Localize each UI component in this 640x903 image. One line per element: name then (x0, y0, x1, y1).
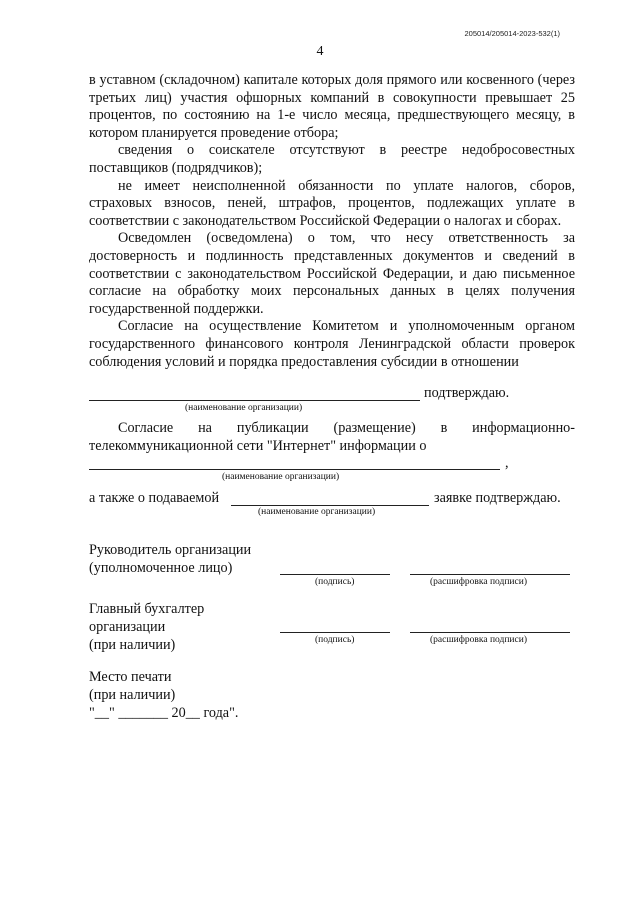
confirm-tail: подтверждаю. (424, 385, 510, 401)
page-number: 4 (316, 44, 324, 59)
head-decode-caption: (расшифровка подписи) (430, 577, 527, 587)
chief-accountant-label (89, 600, 204, 654)
head-label-line2: (уполномоченное лицо) (89, 560, 233, 576)
paragraph-responsibility: Осведомлен (осведомлена) о том, что несу ответственность за достоверность и подлинность представленных документов и сведений в соответствии с законодательством Российской Федерации, и даю письменное согласие на обработку моих персональных данных в целях получения государственной поддержки. (89, 230, 575, 317)
head-signature-caption: (подпись) (315, 577, 355, 587)
application-suffix: заявке подтверждаю. (434, 490, 561, 506)
stamp-optional: (при наличии) (89, 687, 176, 703)
application-name-caption: (наименование организации) (258, 507, 376, 517)
paragraph-registry: сведения о соискателе отсутствуют в реестре недобросовестных поставщиков (подрядчиков); (89, 142, 575, 176)
application-prefix: а также о подаваемой (89, 490, 220, 506)
document-id: 205014/205014-2023-532(1) (464, 29, 560, 38)
document-body (89, 72, 575, 371)
chief-signature-caption: (подпись) (315, 635, 355, 645)
chief-decode-line (410, 632, 570, 633)
application-name-line (231, 505, 429, 506)
chief-label-line3: (при наличии) (89, 637, 176, 653)
publication-block (89, 420, 575, 455)
organization-name-caption-1: (наименование организации) (185, 403, 303, 413)
head-decode-line (410, 574, 570, 575)
date-line: "__" _______ 20__ года". (89, 705, 239, 721)
stamp-label: Место печати (89, 669, 172, 685)
paragraph-taxes: не имеет неисполненной обязанности по уплате налогов, сборов, страховых взносов, пеней, штрафов, процентов, подлежащих уплате в соответствии с законодательством Российской Федерации о налогах и сборах. (89, 177, 575, 229)
chief-label-line1: Главный бухгалтер (89, 601, 205, 617)
publication-comma: , (505, 455, 509, 471)
head-signature-label (89, 541, 251, 577)
paragraph-offshore: в уставном (складочном) капитале которых доля прямого или косвенного (через третьих лиц) участия офшорных компаний в совокупности превышает 25 процентов, по состоянию на 1-е число месяца, предшествующего месяцу, в котором планируется проведение отбора; (89, 72, 575, 141)
stamp-block (89, 668, 238, 722)
paragraph-publication-consent: Согласие на публикации (размещение) в информационно-телекоммуникационной сети "Интернет" информации о (89, 420, 575, 454)
organization-name-line-1 (89, 400, 420, 401)
chief-decode-caption: (расшифровка подписи) (430, 635, 527, 645)
paragraph-inspection-consent: Согласие на осуществление Комитетом и уполномоченным органом государственного финансового контроля Ленинградской области проверок соблюдения условий и порядка предоставления субсидии в отношении (89, 318, 575, 370)
head-label-line1: Руководитель организации (89, 542, 252, 558)
head-signature-line (280, 574, 390, 575)
organization-name-caption-2: (наименование организации) (222, 472, 340, 482)
organization-name-line-2 (89, 469, 500, 470)
chief-label-line2: организации (89, 619, 166, 635)
chief-signature-line (280, 632, 390, 633)
